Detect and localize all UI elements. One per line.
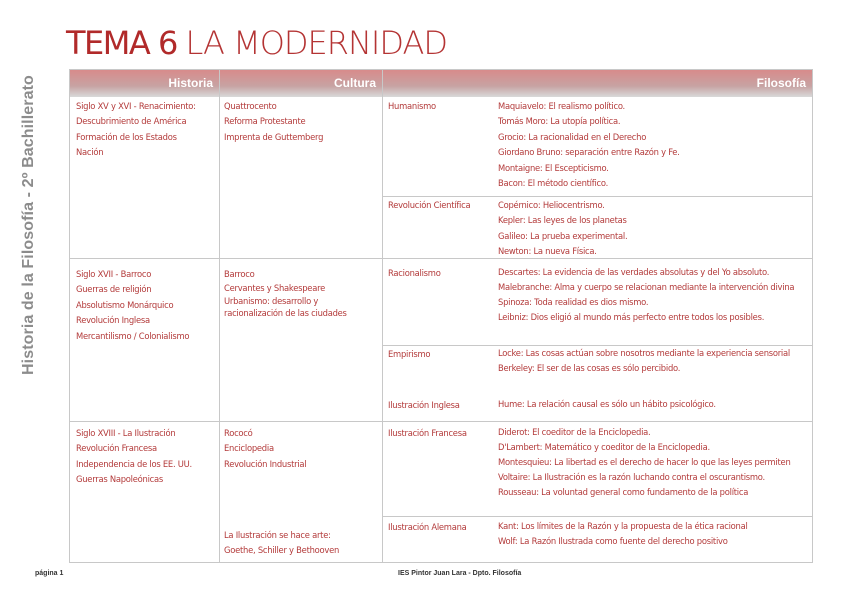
page-title xyxy=(66,24,447,62)
movement-humanismo: Humanismo xyxy=(388,101,436,111)
movement-empirismo: Empirismo xyxy=(388,349,431,359)
footer-center: IES Pintor Juan Lara - Dpto. Filosofía xyxy=(398,570,522,577)
row1-historia: Siglo XV y XVI - Renacimiento: Descubrimiento de América Formación de los Estados Nación xyxy=(76,101,196,158)
header-filosofia: Filosofía xyxy=(383,70,812,97)
title-light: LA MODERNIDAD xyxy=(185,24,447,62)
items-racionalismo: Descartes: La evidencia de las verdades absolutas y del Yo absoluto. Malebranche: Alma y cuerpo se relacionan mediante la intervención divina Spinoza: Toda realidad es dios mismo. Leibniz: Dios eligió al mundo más perfecto entre todos los posibles. xyxy=(498,267,795,322)
footer-page: página 1 xyxy=(35,570,64,577)
movement-ilustracion-inglesa: Ilustración Inglesa xyxy=(388,400,460,410)
side-title: Historia de la Filosofía - 2º Bachillerato xyxy=(20,75,37,375)
items-empirismo: Locke: Las cosas actúan sobre nosotros mediante la experiencia sensorial Berkeley: El ser de las cosas es sólo percibido. xyxy=(498,348,790,373)
items-ilustracion-francesa: Diderot: El coeditor de la Enciclopedia. D'Lambert: Matemático y coeditor de la Enciclopedia. Montesquieu: La libertad es el derecho de hacer lo que las leyes permiten Voltaire: La Ilustración es la razón luchando contra el oscurantismo. Rousseau: La voluntad general como fundamento de la política xyxy=(498,427,791,497)
row2-cultura: Barroco Cervantes y Shakespeare Urbanismo: desarrollo y racionalización de las ciudades xyxy=(224,269,347,318)
movement-revolucion-cientifica: Revolución Científica xyxy=(388,200,471,210)
items-humanismo: Maquiavelo: El realismo político. Tomás Moro: La utopía política. Grocio: La racionalidad en el Derecho Giordano Bruno: separación entre Razón y Fe. Montaigne: El Escepticismo. Bacon: El método científico. xyxy=(498,101,680,189)
items-ilustracion-alemana: Kant: Los límites de la Razón y la propuesta de la ética racional Wolf: La Razón Ilustrada como fuente del derecho positivo xyxy=(498,521,748,546)
row3-historia: Siglo XVIII - La Ilustración Revolución Francesa Independencia de los EE. UU. Guerras Napoleónicas xyxy=(76,428,192,485)
header-cultura: Cultura xyxy=(220,70,382,97)
header-historia: Historia xyxy=(70,70,219,97)
items-ilustracion-inglesa: Hume: La relación causal es sólo un hábito psicológico. xyxy=(498,399,716,409)
row3-cultura-extra: La Ilustración se hace arte: Goethe, Schiller y Bethooven xyxy=(224,530,340,556)
content-table xyxy=(69,69,813,563)
row1-cultura: Quattrocento Reforma Protestante Imprenta de Guttemberg xyxy=(224,101,324,142)
row3-cultura: Rococó Enciclopedia Revolución Industrial xyxy=(224,428,307,469)
row2-historia: Siglo XVII - Barroco Guerras de religión Absolutismo Monárquico Revolución Inglesa Mercantilismo / Colonialismo xyxy=(76,269,190,341)
movement-ilustracion-francesa: Ilustración Francesa xyxy=(388,428,467,438)
items-revolucion-cientifica: Copérnico: Heliocentrismo. Kepler: Las leyes de los planetas Galileo: La prueba experimental. Newton: La nueva Física. xyxy=(498,200,628,257)
title-bold: TEMA 6 xyxy=(66,24,177,62)
movement-racionalismo: Racionalismo xyxy=(388,268,441,278)
movement-ilustracion-alemana: Ilustración Alemana xyxy=(388,522,467,532)
